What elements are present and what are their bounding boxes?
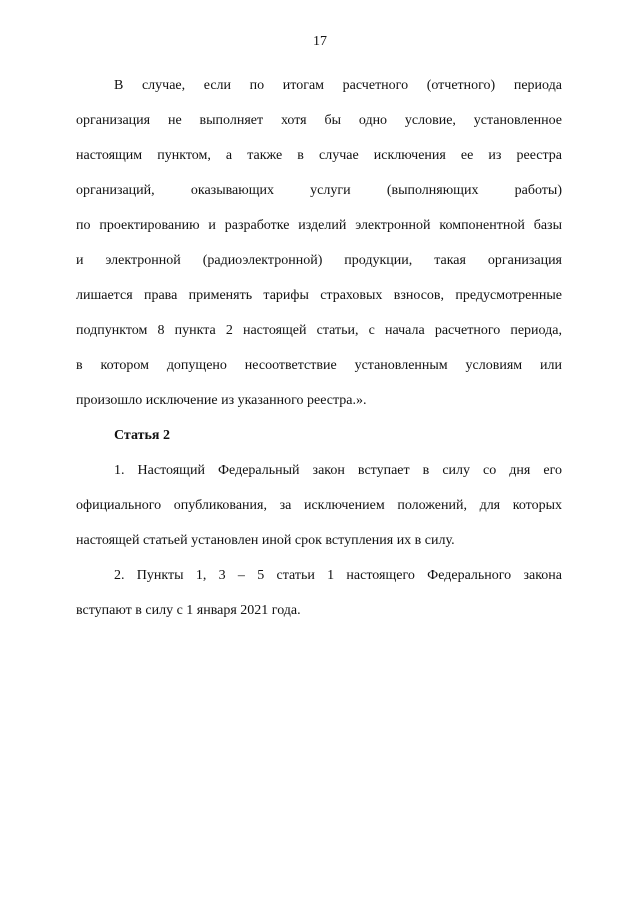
text-line: В случае, если по итогам расчетного (отчетного) периода (114, 78, 562, 93)
text-line: лишается права применять тарифы страховых взносов, предусмотренные (76, 288, 562, 303)
text-line: 1. Настоящий Федеральный закон вступает в силу со дня его (114, 463, 562, 478)
document-body (76, 68, 562, 628)
text-line: в котором допущено несоответствие установленным условиям или (76, 358, 562, 373)
text-line: и электронной (радиоэлектронной) продукции, такая организация (76, 253, 562, 268)
paragraph-amendment-text (76, 68, 562, 418)
text-line: настоящей статьей установлен иной срок вступления их в силу. (76, 533, 455, 548)
text-line: официального опубликования, за исключением положений, для которых (76, 498, 562, 513)
page-number: 17 (313, 34, 327, 49)
text-line: подпунктом 8 пункта 2 настоящей статьи, с начала расчетного периода, (76, 323, 562, 338)
article-2-item-2 (76, 558, 562, 628)
article-2-item-1 (76, 453, 562, 558)
text-line: настоящим пунктом, а также в случае исключения ее из реестра (76, 148, 562, 163)
text-line: 2. Пункты 1, 3 – 5 статьи 1 настоящего Федерального закона (114, 568, 562, 583)
text-line: вступают в силу с 1 января 2021 года. (76, 603, 301, 618)
text-line: произошло исключение из указанного реестра.». (76, 393, 367, 408)
text-line: организация не выполняет хотя бы одно условие, установленное (76, 113, 562, 128)
article-2-heading: Статья 2 (114, 428, 170, 443)
text-line: организаций, оказывающих услуги (выполняющих работы) (76, 183, 562, 198)
text-line: по проектированию и разработке изделий электронной компонентной базы (76, 218, 562, 233)
